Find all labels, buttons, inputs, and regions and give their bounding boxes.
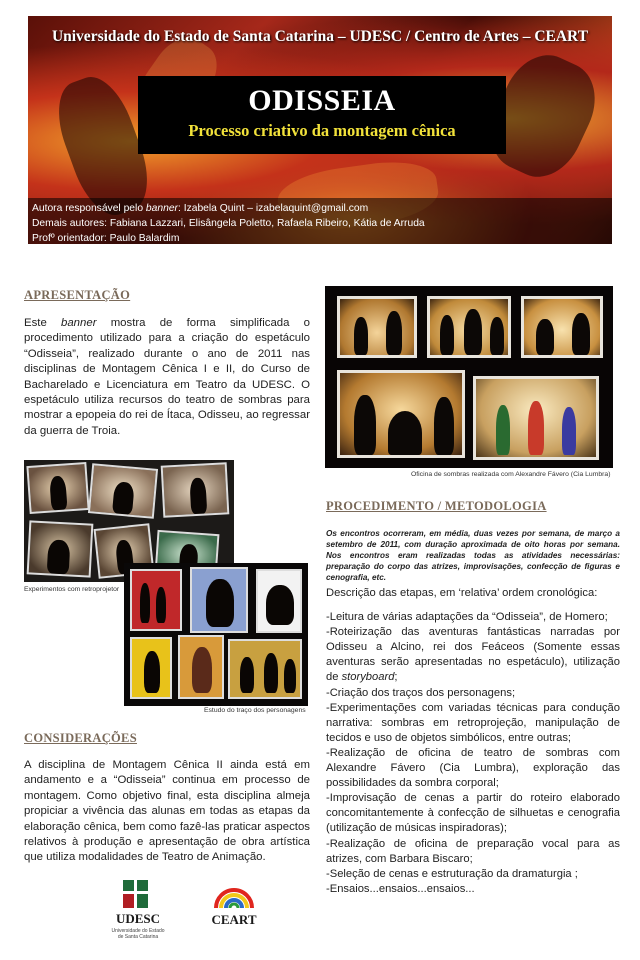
steps-intro: Descrição das etapas, em ‘relativa’ ordem cronológica: [326,587,598,599]
apresentacao-text-rest: mostra de forma simplificada o procedimento utilizado para a criação do espetáculo “Odisseia”, realizado durante o ano de 2011 nas disciplinas de Montagem Cênica I e II, do Curso de Bacharelado e Licenciatura em Teatro da UDESC. O espetáculo utiliza recursos do teatro de sombras para mostrar a epopeia do rei de Ítaca, Odisseu, ao regressar da guerra de Troia. [24,317,310,437]
step-item: -Experimentações com variadas técnicas para condução narrativa: sombras em retroprojeção, manipulação de tecidos e uso de objetos simbólicos, entre outras; [326,701,620,744]
workshop-photo-1 [337,296,417,358]
step-item [326,625,620,685]
character-drawings [124,563,308,706]
retro-photo-2 [88,463,158,519]
credit-author-em: banner [145,203,178,214]
apresentacao-text-start: Este [24,317,62,329]
udesc-logo-subtext: Universidade do Estado de Santa Catarina [111,928,165,940]
retro-photo-4 [27,520,94,577]
step-text-em: storyboard [341,671,395,684]
credit-author [32,201,608,216]
header-banner [28,16,612,244]
poster-title: ODISSEIA [248,84,396,117]
step-item: -Leitura de várias adaptações da “Odisseia”, de Homero; [326,611,608,624]
drawing-1 [130,569,182,631]
step-text: ; [394,671,398,684]
consideracoes-text: A disciplina de Montagem Cênica II ainda está em andamento e a “Odisseia” continua em processo de montagem. Como objetivo final, esta disciplina almeja propiciar a vivência das alunas em todas as etapas da elaboração cênica, bem como fazê-las praticar aspectos relativos à produção e apresentação de obra artística que utiliza modalidades de Teatro de Animação. [24,759,310,864]
step-item: -Criação dos traços dos personagens; [326,686,516,699]
drawing-3 [256,569,302,633]
udesc-logo [108,880,168,942]
credits-box [28,198,612,244]
step-item: -Realização de oficina de teatro de sombras com Alexandre Fávero (Cia Lumbra), exploração das possibilidades da sombra corporal; [326,746,620,790]
retro-photo-3 [161,462,230,517]
step-item: -Improvisação de cenas a partir do roteiro elaborado concomitantemente à confecção de silhuetas e cenografia (utilização de músicas inspiradoras); [326,792,620,835]
drawing-4 [130,637,172,699]
apresentacao-text [24,316,310,439]
drawing-6 [228,639,302,699]
procedimento-steps [326,586,620,897]
workshop-caption: Oficina de sombras realizada com Alexandre Fávero (Cia Lumbra) [411,471,611,478]
shadow-workshop-photo [325,286,613,468]
apresentacao-text-em: banner [61,317,97,329]
udesc-logo-text: UDESC [115,911,161,926]
ceart-logo [210,882,258,932]
procedimento-note: Os encontros ocorreram, em média, duas vezes por semana, de março a setembro de 2011, com duração aproximada de oito horas por semana. Nos encontros eram realizadas todas as atividades necessárias: preparação do corpo das atrizes, improvisações, confecção de figuras e cenografia, etc. [326,529,620,582]
step-text: -Roteirização das aventuras fantásticas narradas por Odisseu a Alcino, rei dos Feáceos (Somente essas aventuras serão apresentadas no espetáculo), utilização de [326,626,620,684]
poster-subtitle: Processo criativo da montagem cênica [188,121,456,140]
retro-photo-1 [26,462,89,514]
step-item: -Seleção de cenas e estruturação da dramaturgia ; [326,867,578,880]
credit-others: Demais autores: Fabiana Lazzari, Elisângela Poletto, Rafaela Ribeiro, Kátia de Arruda [32,218,425,229]
credit-author-rest: : Izabela Quint – izabelaquint@gmail.com [177,203,369,214]
workshop-photo-2 [427,296,511,358]
procedimento-heading: PROCEDIMENTO / METODOLOGIA [326,499,547,513]
ceart-logo-text: CEART [211,912,257,927]
workshop-photo-5 [473,376,599,460]
workshop-photo-4 [337,370,465,458]
apresentacao-heading: APRESENTAÇÃO [24,288,131,302]
credit-author-prefix: Autora responsável pelo [32,203,146,214]
institution-line: Universidade do Estado de Santa Catarina – UDESC / Centro de Artes – CEART [51,28,589,45]
step-item: -Realização de oficina de preparação vocal para as atrizes, com Barbara Biscaro; [326,837,620,865]
drawing-5 [178,635,224,699]
drawings-caption: Estudo do traço dos personagens [204,707,306,714]
ceart-rainbow-icon [212,884,256,910]
step-item: -Ensaios...ensaios...ensaios... [326,882,475,895]
drawing-2 [190,567,248,633]
title-box [138,76,506,154]
credit-advisor: Profº orientador: Paulo Balardim [32,233,180,244]
workshop-photo-3 [521,296,603,358]
retroprojector-caption: Experimentos com retroprojetor [24,586,120,593]
consideracoes-heading: CONSIDERAÇÕES [24,731,137,745]
udesc-mark-icon [123,880,149,910]
